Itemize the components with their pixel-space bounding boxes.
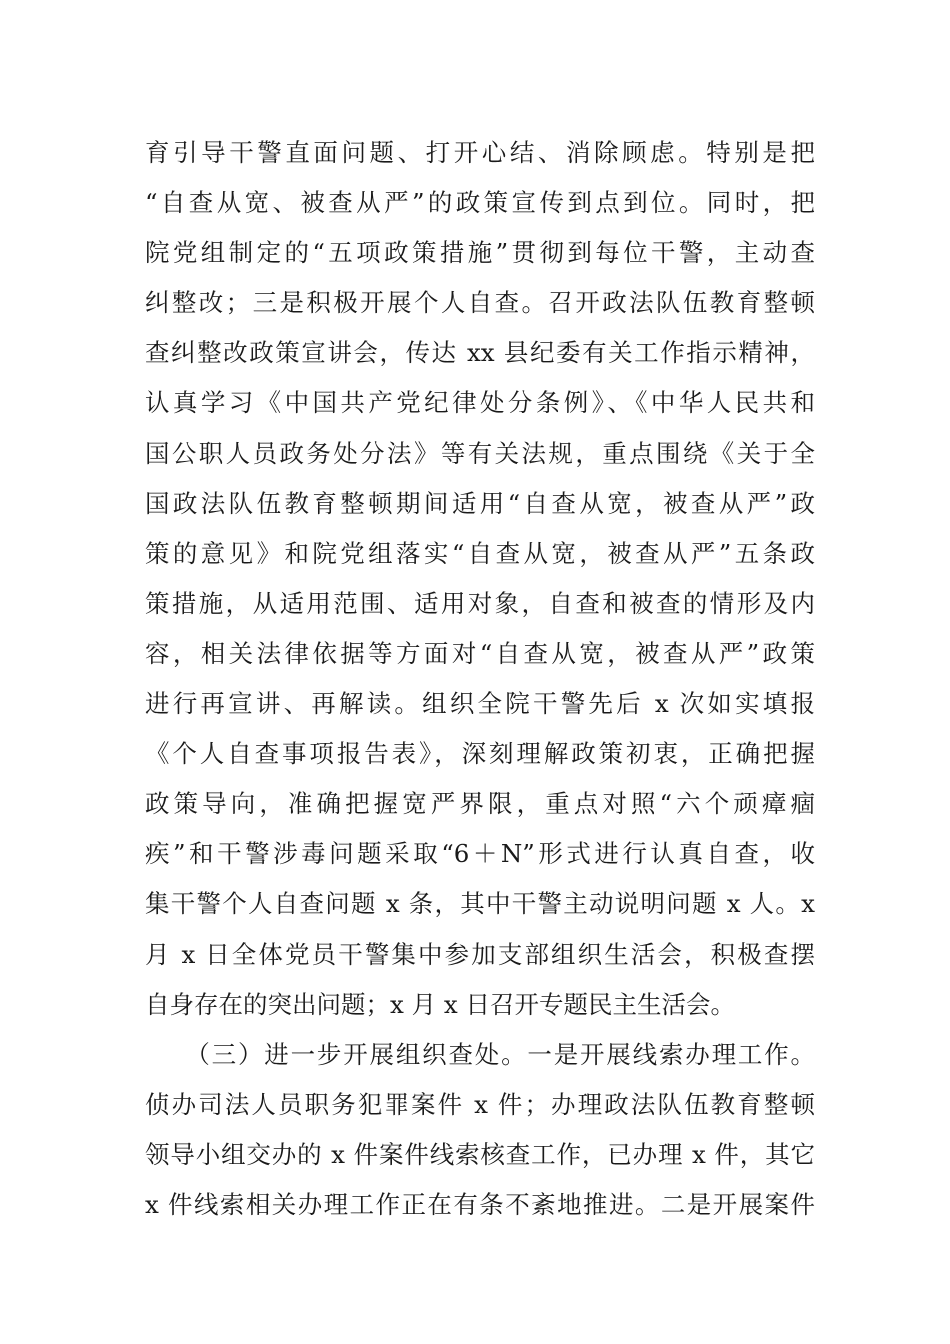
text-line: “自查从宽、被查从严”的政策宣传到点到位。同时，把 (145, 188, 815, 218)
text-line: 进行再宣讲、再解读。组织全院干警先后 x 次如实填报 (145, 689, 815, 719)
body-text (145, 128, 815, 1230)
text-line: 国政法队伍教育整顿期间适用“自查从宽，被查从严”政 (145, 488, 815, 518)
text-line: 认真学习《中国共产党纪律处分条例》、《中华人民共和 (145, 388, 815, 418)
text-line: 《个人自查事项报告表》，深刻理解政策初衷，正确把握 (145, 739, 815, 769)
text-line: 纠整改；三是积极开展个人自查。召开政法队伍教育整顿 (145, 288, 815, 318)
text-line: 领导小组交办的 x 件案件线索核查工作，已办理 x 件，其它 (145, 1139, 815, 1169)
text-line: 查纠整改政策宣讲会，传达 xx 县纪委有关工作指示精神， (145, 338, 815, 368)
text-line: 容，相关法律依据等方面对“自查从宽，被查从严”政策 (145, 638, 815, 668)
text-line: 自身存在的突出问题；x 月 x 日召开专题民主生活会。 (145, 989, 735, 1019)
section-heading-line: （三）进一步开展组织查处。一是开展线索办理工作。 (145, 1039, 815, 1069)
text-line: 集干警个人自查问题 x 条，其中干警主动说明问题 x 人。x (145, 889, 815, 919)
text-line: 院党组制定的“五项政策措施”贯彻到每位干警，主动查 (145, 238, 815, 268)
text-line: 侦办司法人员职务犯罪案件 x 件；办理政法队伍教育整顿 (145, 1089, 815, 1119)
text-line: 政策导向，准确把握宽严界限，重点对照“六个顽瘴痼 (145, 789, 815, 819)
text-line: 疾”和干警涉毒问题采取“6＋N”形式进行认真自查，收 (145, 839, 815, 869)
text-line: x 件线索相关办理工作正在有条不紊地推进。二是开展案件 (145, 1189, 815, 1219)
text-line: 育引导干警直面问题、打开心结、消除顾虑。特别是把 (145, 138, 815, 167)
text-line: 策的意见》和院党组落实“自查从宽，被查从严”五条政 (145, 538, 815, 568)
text-line: 策措施，从适用范围、适用对象，自查和被查的情形及内 (145, 588, 815, 618)
text-line: 国公职人员政务处分法》等有关法规，重点围绕《关于全 (145, 438, 815, 468)
text-line: 月 x 日全体党员干警集中参加支部组织生活会，积极查摆 (145, 939, 815, 969)
